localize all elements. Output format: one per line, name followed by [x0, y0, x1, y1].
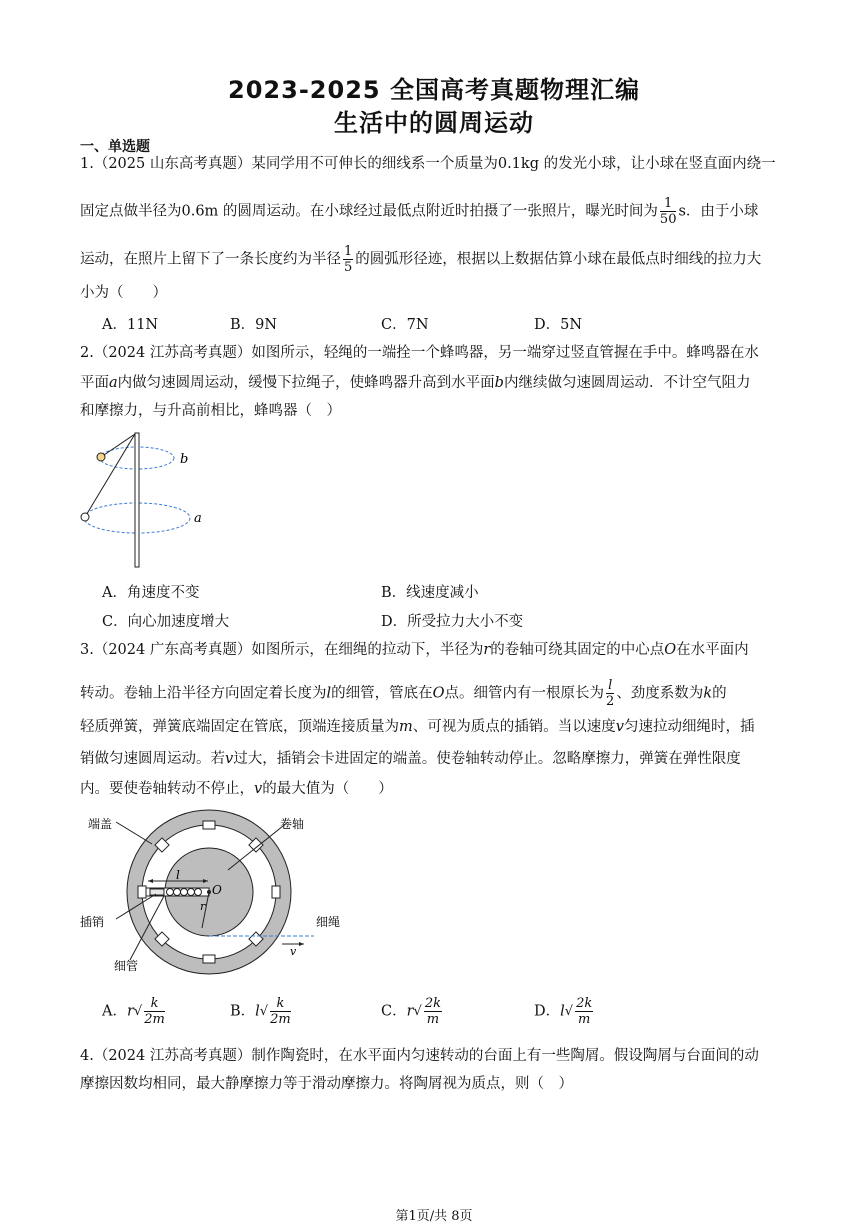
q2-line3: 和摩擦力，与升高前相比，蜂鸣器（ ）: [80, 403, 341, 419]
page-footer: 第1页/共 8页: [395, 1209, 473, 1224]
q3-reel-figure: [78, 808, 348, 990]
q2-line1: 2.（2024 江苏高考真题）如图所示，轻绳的一端拴一个蜂鸣器，另一端穿过竖直管握在手中。蜂鸣器在水: [80, 345, 759, 361]
q1-option-c: C．7N: [381, 317, 429, 333]
q4-line2: 摩擦因数均相同，最大静摩擦力等于滑动摩擦力。将陶屑视为质点，则（ ）: [80, 1076, 573, 1092]
label-string: 细绳: [316, 915, 341, 929]
q1-option-a: A．11N: [102, 317, 159, 333]
q3-line5: 内。要使卷轴转动不停止，v的最大值为（ ）: [80, 781, 393, 797]
q2-option-d: D．所受拉力大小不变: [381, 614, 524, 630]
q3-option-a: A．r√ $\frac{k}{2m}$: [102, 996, 165, 1027]
q1-line4: 小为（ ）: [80, 285, 167, 301]
q3-option-d: D．l√ $\frac{2k}{m}$: [534, 996, 593, 1027]
buzzer-a: [81, 513, 89, 521]
q1-fraction-arc: $\frac{1}{5}$: [344, 244, 353, 275]
label-a: a: [194, 511, 202, 526]
label-b: b: [180, 452, 189, 467]
label-tube: 细管: [114, 959, 139, 973]
string-b: [101, 434, 135, 457]
q1-option-d: D．5N: [534, 317, 583, 333]
q1-fraction-exposure: $\frac{1}{50}$: [659, 196, 677, 227]
label-reel: 卷轴: [280, 817, 305, 831]
q2-line2: 平面a内做匀速圆周运动，缓慢下拉绳子，使蜂鸣器升高到水平面b内继续做匀速圆周运动．不计空气阻力: [80, 375, 751, 391]
q2-option-a: A．角速度不变: [102, 585, 200, 601]
vertical-tube: [135, 433, 139, 567]
q3-option-c: C．r√ $\frac{2k}{m}$: [381, 996, 441, 1027]
label-O: O: [212, 883, 222, 897]
q3-line1: 3.（2024 广东高考真题）如图所示，在细绳的拉动下，半径为r的卷轴可绕其固定的中心点O在水平面内: [80, 642, 749, 658]
q3-fraction-half-l: $\frac{l}{2}$: [606, 678, 615, 709]
label-pin: 插销: [80, 915, 105, 929]
label-end-cap: 端盖: [88, 817, 113, 831]
q1-line1: 1.（2025 山东高考真题）某同学用不可伸长的细线系一个质量为0.1kg 的发光小球，让小球在竖直面内绕一: [80, 156, 776, 172]
q4-line1: 4.（2024 江苏高考真题）制作陶瓷时，在水平面内匀速转动的台面上有一些陶屑。假设陶屑与台面间的动: [80, 1048, 759, 1064]
pin: [150, 889, 164, 895]
page-subtitle: 生活中的圆周运动: [334, 109, 534, 137]
q1-line3: 运动，在照片上留下了一条长度约为半径 $\frac{1}{5}$ 的圆弧形径迹，根据以上数据估算小球在最低点时细线的拉力大: [80, 244, 762, 275]
q3-line4: 销做匀速圆周运动。若v过大，插销会卡进固定的端盖。使卷轴转动停止。忽略摩擦力，弹簧在弹性限度: [80, 751, 741, 767]
q3-line2: 转动。卷轴上沿半径方向固定着长度为l的细管，管底在O点。细管内有一根原长为 $\frac{l}{2}$ 、劲度系数为k的: [80, 678, 727, 709]
label-l: l: [176, 868, 180, 882]
q2-option-b: B．线速度减小: [381, 585, 479, 601]
q1-option-b: B．9N: [230, 317, 278, 333]
q2-option-c: C．向心加速度增大: [102, 614, 230, 630]
page-title: 2023-2025 全国高考真题物理汇编: [228, 76, 640, 104]
buzzer-b: [97, 453, 105, 461]
section-heading: 一、单选题: [80, 139, 150, 155]
string-a: [85, 434, 135, 517]
label-r: r: [200, 900, 206, 913]
q3-line3: 轻质弹簧，弹簧底端固定在管底，顶端连接质量为m、可视为质点的插销。当以速度v匀速拉动细绳时，插: [80, 719, 755, 735]
q2-buzzer-figure: [76, 430, 216, 570]
q1-line2: 固定点做半径为0.6m 的圆周运动。在小球经过最低点附近时拍摄了一张照片，曝光时间为 $\frac{1}{50}$ s．由于小球: [80, 196, 759, 227]
q3-option-b: B．l√ $\frac{k}{2m}$: [230, 996, 291, 1027]
label-v: v: [290, 945, 297, 958]
